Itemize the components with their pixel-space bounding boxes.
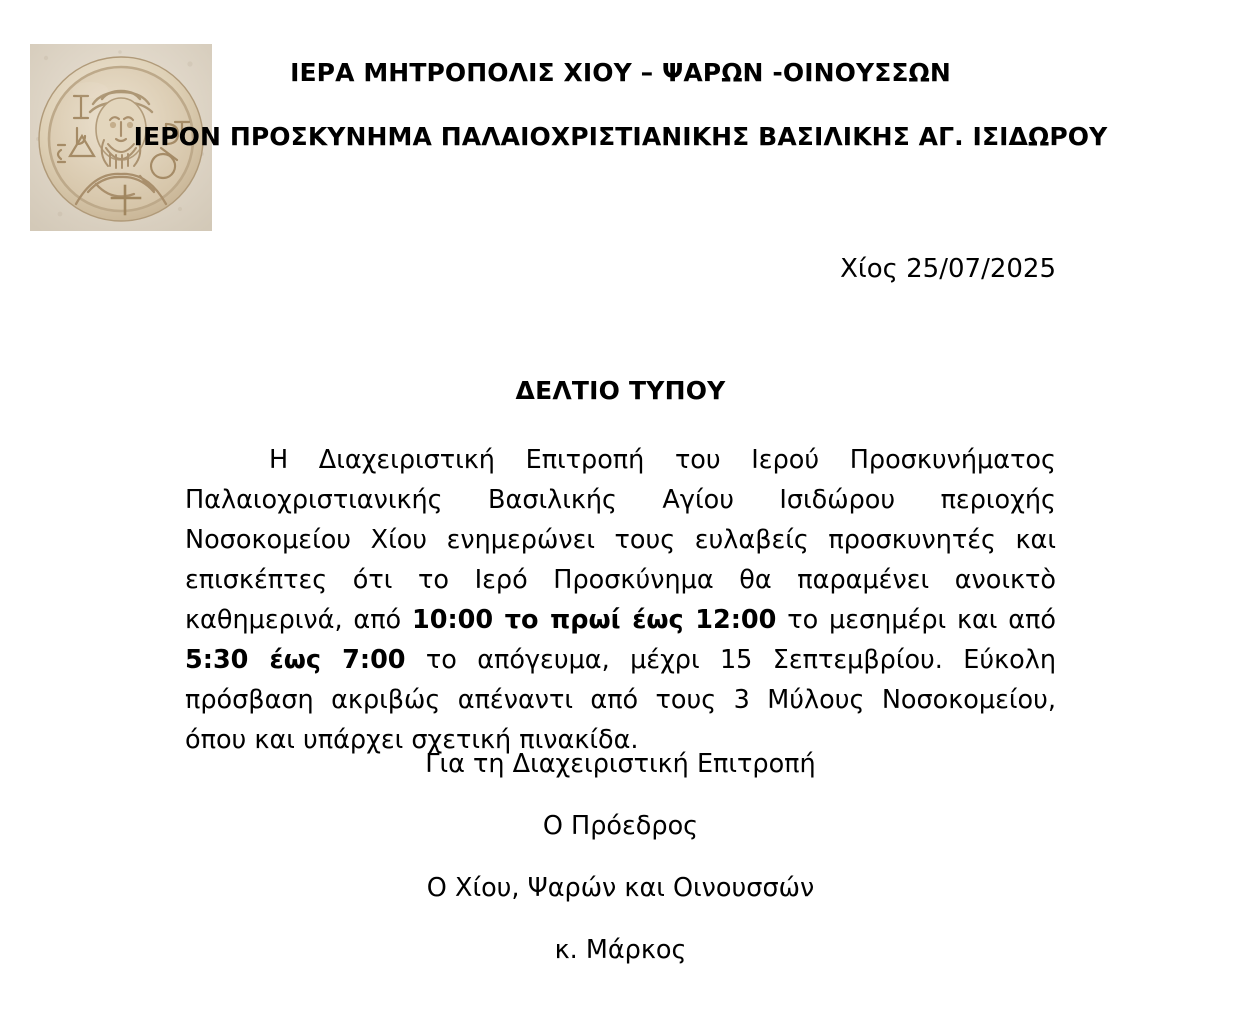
body-text: Η Διαχειριστική Επιτροπή του Ιερού Προσκυνήματος Παλαιοχριστιανικής Βασιλικής Αγίου Ισιδώρου περιοχής Νοσοκομείου Χίου ενημερώνει τους ευλαβείς προσκυνητές και επισκέπτες ότι το Ιερό Προσκύνημα θα παραμένει ανοικτὸ καθημερινά, από <box>185 445 1056 635</box>
signature-line: Ο Χίου, Ψαρών και Οινουσσών <box>426 873 815 903</box>
shrine-title: ΙΕΡΟΝ ΠΡΟΣΚΥΝΗΜΑ ΠΑΛΑΙΟΧΡΙΣΤΙΑΝΙΚΗΣ ΒΑΣΙΛΙΚΗΣ ΑΓ. ΙΣΙΔΩΡΟΥ <box>133 122 1108 151</box>
dateline: Χίος 25/07/2025 <box>840 254 1056 284</box>
signature-line: Ο Πρόεδρος <box>542 811 699 841</box>
body-text: το απόγευμα, μέχρι 15 Σεπτεμβρίου. Εύκολη πρόσβαση ακριβώς απέναντι από τους 3 Μύλους Νοσοκομείου, όπου και υπάρχει σχετική πινακίδα. <box>185 645 1056 755</box>
body-text: το μεσημέρι και από <box>776 605 1056 635</box>
body-emphasis: 10:00 το πρωί έως 12:00 <box>411 605 777 635</box>
page-title: ΔΕΛΤΙΟ ΤΥΠΟΥ <box>515 376 726 405</box>
letterhead <box>0 0 1241 240</box>
signature-line: Για τη Διαχειριστική Επιτροπή <box>425 749 816 779</box>
letterhead-titles <box>0 56 1241 154</box>
signature-line: κ. Μάρκος <box>554 935 687 965</box>
body-emphasis: 5:30 έως 7:00 <box>185 645 406 675</box>
press-release-body <box>185 440 1056 760</box>
metropolis-title: ΙΕΡΑ ΜΗΤΡΟΠΟΛΙΣ ΧΙΟΥ – ΨΑΡΩΝ -ΟΙΝΟΥΣΣΩΝ <box>290 58 951 87</box>
signature-block <box>0 748 1241 966</box>
